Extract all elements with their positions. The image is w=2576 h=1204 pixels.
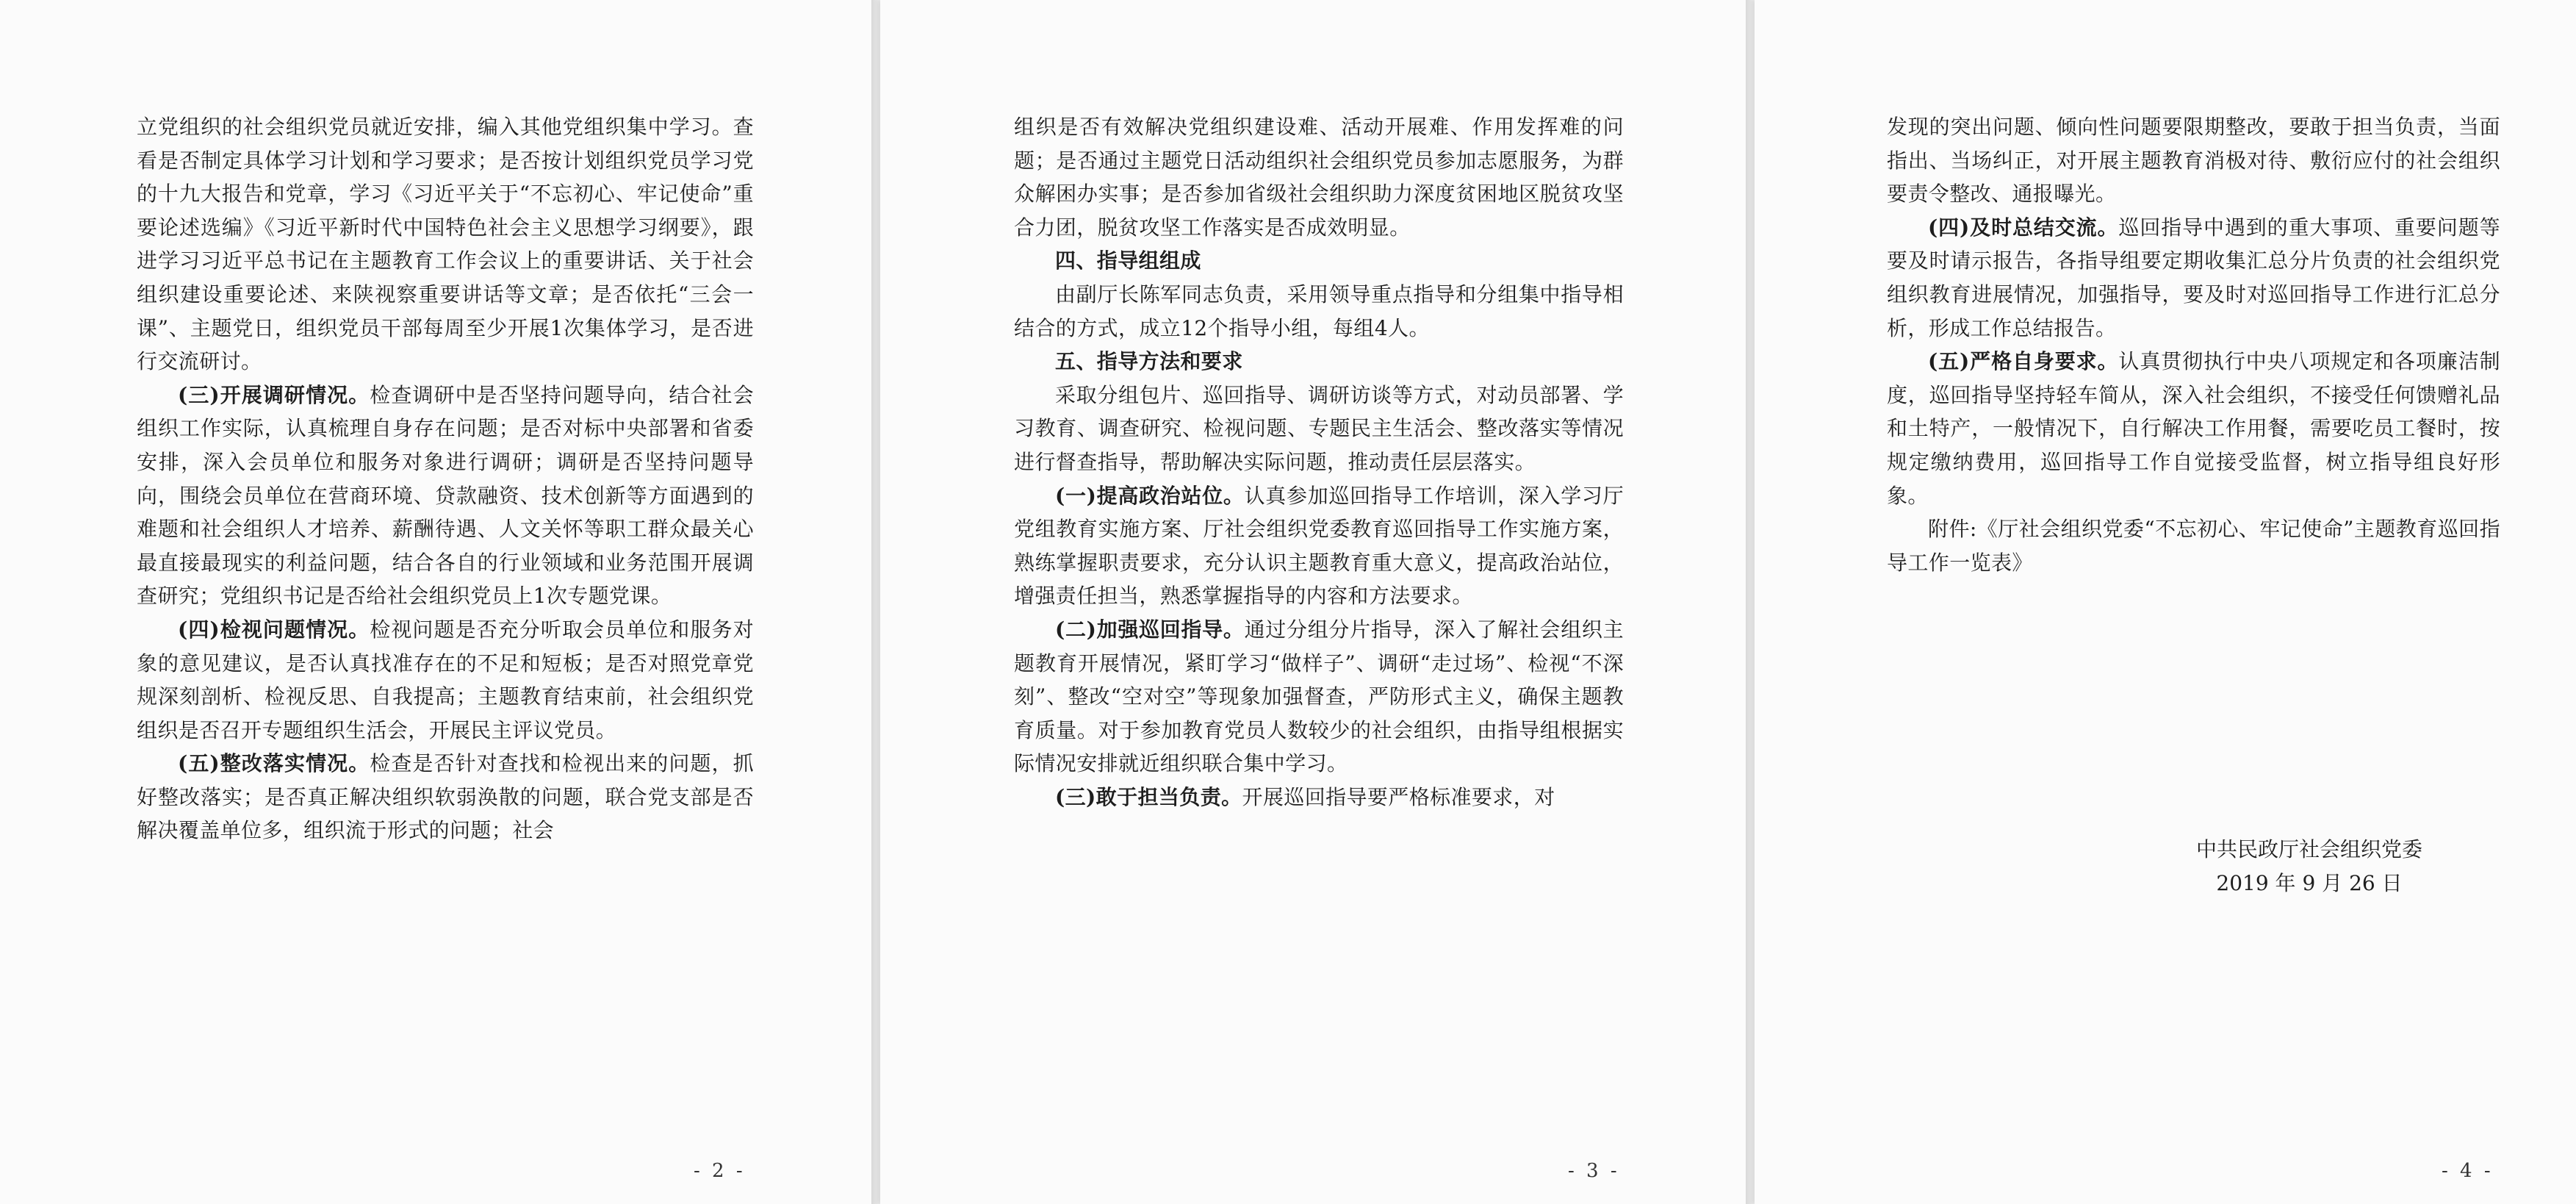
page-number: - 4 - xyxy=(2442,1160,2494,1182)
paragraph-text: 组织是否有效解决党组织建设难、活动开展难、作用发挥难的问题；是否通过主题党日活动组织社会组织党员参加志愿服务，为群众解困办实事；是否参加省级社会组织助力深度贫困地区脱贫攻坚合力团，脱贫攻坚工作落实是否成效明显。 xyxy=(1014,115,1624,240)
paragraph-lead: (四)检视问题情况。 xyxy=(178,617,370,642)
paragraph xyxy=(1014,278,1624,345)
paragraph xyxy=(1887,211,2500,345)
paragraph xyxy=(1014,379,1624,479)
page-2-body xyxy=(137,110,754,848)
paragraph-lead: (三)敢于担当负责。 xyxy=(1055,784,1242,809)
paragraph-text: 通过分组分片指导，深入了解社会组织主题教育开展情况，紧盯学习“做样子”、调研“走过场”、检视“不深刻”、整改“空对空”等现象加强督查，严防形式主义，确保主题教育质量。对于参加教育党员人数较少的社会组织，由指导组根据实际情况安排就近组织联合集中学习。 xyxy=(1014,617,1625,776)
paragraph xyxy=(137,110,754,379)
paragraph-lead: (一)提高政治站位。 xyxy=(1055,483,1245,508)
paragraph xyxy=(1014,781,1624,814)
page-gap xyxy=(1746,0,1755,1204)
paragraph-text: 检查是否针对查找和检视出来的问题，抓好整改落实；是否真正解决组织软弱涣散的问题，联合党支部是否解决覆盖单位多，组织流于形式的问题；社会 xyxy=(137,751,755,843)
page-3 xyxy=(880,0,1746,1204)
paragraph-lead: (五)整改落实情况。 xyxy=(178,751,370,776)
issuing-organization: 中共民政厅社会组织党委 xyxy=(2195,837,2422,861)
paragraph xyxy=(137,747,754,848)
paragraph-text: 附件:《厅社会组织党委“不忘初心、牢记使命”主题教育巡回指导工作一览表》 xyxy=(1887,517,2500,575)
page-3-body xyxy=(1014,110,1624,814)
paragraph-text: 检视问题是否充分听取会员单位和服务对象的意见建议，是否认真找准存在的不足和短板；是否对照党章党规深刻剖析、检视反思、自我提高；主题教育结束前，社会组织党组织是否召开专题组织生活会，开展民主评议党员。 xyxy=(137,617,755,742)
paragraph xyxy=(1014,613,1624,781)
issue-date: 2019 年 9 月 26 日 xyxy=(2216,871,2403,895)
page-4 xyxy=(1755,0,2576,1204)
paragraph-lead: (五)严格自身要求。 xyxy=(1928,349,2119,374)
page-gap xyxy=(871,0,880,1204)
page-number: - 2 - xyxy=(694,1160,746,1182)
paragraph xyxy=(137,613,754,747)
paragraph xyxy=(1887,345,2500,512)
paragraph xyxy=(1014,479,1624,613)
page-number: - 3 - xyxy=(1568,1160,1620,1182)
signature-block xyxy=(2155,833,2464,900)
section-heading: 五、指导方法和要求 xyxy=(1055,349,1243,374)
paragraph-text: 认真贯彻执行中央八项规定和各项廉洁制度，巡回指导坚持轻车简从，深入社会组织，不接受任何馈赠礼品和土特产，一般情况下，自行解决工作用餐，需要吃员工餐时，按规定缴纳费用，巡回指导工作自觉接受监督，树立指导组良好形象。 xyxy=(1887,349,2500,508)
paragraph-text: 由副厅长陈军同志负责，采用领导重点指导和分组集中指导相结合的方式，成立12个指导小组，每组4人。 xyxy=(1014,282,1624,340)
paragraph xyxy=(137,379,754,613)
paragraph-text: 立党组织的社会组织党员就近安排，编入其他党组织集中学习。查看是否制定具体学习计划和学习要求；是否按计划组织党员学习党的十九大报告和党章，学习《习近平关于“不忘初心、牢记使命”重要论述选编》《习近平新时代中国特色社会主义思想学习纲要》，跟进学习习近平总书记在主题教育工作会议上的重要讲话、关于社会组织建设重要论述、来陕视察重要讲话等文章；是否依托“三会一课”、主题党日，组织党员干部每周至少开展1次集体学习，是否进行交流研讨。 xyxy=(137,115,754,374)
paragraph-text: 巡回指导中遇到的重大事项、重要问题等要及时请示报告，各指导组要定期收集汇总分片负责的社会组织党组织教育进展情况，加强指导，要及时对巡回指导工作进行汇总分析，形成工作总结报告。 xyxy=(1887,215,2500,340)
paragraph-text: 认真参加巡回指导工作培训，深入学习厅党组教育实施方案、厅社会组织党委教育巡回指导工作实施方案，熟练掌握职责要求，充分认识主题教育重大意义，提高政治站位，增强责任担当，熟悉掌握指导的内容和方法要求。 xyxy=(1014,483,1625,609)
paragraph-text: 发现的突出问题、倾向性问题要限期整改，要敢于担当负责，当面指出、当场纠正，对开展主题教育消极对待、敷衍应付的社会组织要责令整改、通报曝光。 xyxy=(1887,115,2500,207)
paragraph-lead: (三)开展调研情况。 xyxy=(178,382,370,407)
page-4-body xyxy=(1887,110,2500,579)
paragraph-text: 采取分组包片、巡回指导、调研访谈等方式，对动员部署、学习教育、调查研究、检视问题、专题民主生活会、整改落实等情况进行督查指导，帮助解决实际问题，推动责任层层落实。 xyxy=(1014,382,1624,474)
paragraph-lead: (四)及时总结交流。 xyxy=(1928,215,2119,240)
paragraph-text: 检查调研中是否坚持问题导向，结合社会组织工作实际，认真梳理自身存在问题；是否对标中央部署和省委安排，深入会员单位和服务对象进行调研；调研是否坚持问题导向，围绕会员单位在营商环境、贷款融资、技术创新等方面遇到的难题和社会组织人才培养、薪酬待遇、人文关怀等职工群众最关心最直接最现实的利益问题，结合各自的行业领域和业务范围开展调查研究；党组织书记是否给社会组织党员上1次专题党课。 xyxy=(137,382,755,609)
paragraph-lead: (二)加强巡回指导。 xyxy=(1055,617,1245,642)
paragraph xyxy=(1887,110,2500,211)
paragraph xyxy=(1014,110,1624,244)
attachment-note xyxy=(1887,512,2500,579)
paragraph-text: 开展巡回指导要严格标准要求，对 xyxy=(1242,784,1555,809)
section-heading: 四、指导组组成 xyxy=(1055,248,1201,273)
page-2 xyxy=(0,0,871,1204)
